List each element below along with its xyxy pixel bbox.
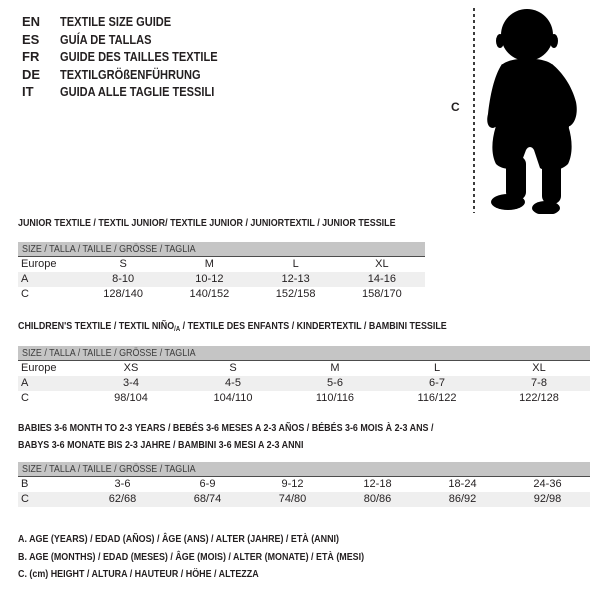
note-text: A. AGE (YEARS) / EDAD (AÑOS) / ÂGE (ANS) / ALTER (JAHRE) / ETÀ (ANNI) <box>18 533 339 545</box>
children-title-text <box>18 320 447 336</box>
cell: M <box>330 362 340 374</box>
language-code: EN <box>22 14 41 29</box>
cell: M <box>204 258 214 270</box>
table-row <box>18 391 590 406</box>
cell: S <box>229 362 237 374</box>
language-row-de <box>22 66 245 84</box>
children-title-sub: /A <box>174 326 181 333</box>
row-label: A <box>21 377 29 389</box>
size-header-bar <box>18 242 425 257</box>
cell: S <box>119 258 127 270</box>
children-size-table <box>18 346 590 406</box>
language-row-fr <box>22 48 245 66</box>
cell: 110/116 <box>315 392 355 404</box>
row-label: C <box>21 493 29 505</box>
cell: 4-5 <box>225 377 241 389</box>
table-row <box>18 272 425 287</box>
language-label: TEXTILGRÖßENFÜHRUNG <box>60 66 201 82</box>
language-code: ES <box>22 31 40 47</box>
row-label: Europe <box>21 258 57 270</box>
note-height-cm <box>18 566 425 584</box>
row-label: A <box>21 273 29 285</box>
cell: 7-8 <box>531 377 547 389</box>
language-label: GUÍA DE TALLAS <box>60 31 152 47</box>
table-row <box>18 257 425 272</box>
cell: 68/74 <box>193 493 222 505</box>
size-header-text: SIZE / TALLA / TAILLE / GRÖSSE / TAGLIA <box>22 347 196 359</box>
size-header-bar <box>18 462 590 477</box>
cell: 8-10 <box>112 273 135 285</box>
junior-section-title <box>18 217 462 229</box>
table-row <box>18 492 590 507</box>
table-row <box>18 287 425 302</box>
cell: 158/170 <box>361 288 402 300</box>
cell: 12-13 <box>281 273 310 285</box>
cell: 6-9 <box>199 478 216 490</box>
note-age-years <box>18 531 425 549</box>
measure-label-c: C <box>451 100 460 114</box>
note-age-months <box>18 549 425 567</box>
children-title-post: / TEXTILE DES ENFANTS / KINDERTEXTIL / BAMBINI TESSILE <box>180 320 447 332</box>
cell: 3-4 <box>123 377 139 389</box>
language-code: DE <box>22 66 41 82</box>
language-code: FR <box>22 49 40 64</box>
cell: 24-36 <box>533 478 562 490</box>
size-header-text: SIZE / TALLA / TAILLE / GRÖSSE / TAGLIA <box>22 243 196 255</box>
row-label: C <box>21 288 29 300</box>
size-header-text: SIZE / TALLA / TAILLE / GRÖSSE / TAGLIA <box>22 463 196 475</box>
row-label: Europe <box>21 362 57 374</box>
language-row-en <box>22 13 245 31</box>
cell: 6-7 <box>429 377 445 389</box>
row-label: B <box>21 478 29 490</box>
cell: L <box>433 362 441 374</box>
cell: 74/80 <box>278 493 307 505</box>
cell: 86/92 <box>448 493 477 505</box>
children-title-pre: CHILDREN'S TEXTILE / TEXTIL NIÑO <box>18 320 175 332</box>
row-label: C <box>21 392 29 404</box>
language-label: GUIDA ALLE TAGLIE TESSILI <box>60 84 215 99</box>
cell: 104/110 <box>213 392 253 404</box>
babies-size-table <box>18 462 590 507</box>
cell: XL <box>532 362 546 374</box>
cell: 14-16 <box>367 273 396 285</box>
table-row <box>18 477 590 492</box>
junior-title-text: JUNIOR TEXTILE / TEXTIL JUNIOR/ TEXTILE JUNIOR / JUNIORTEXTIL / JUNIOR TESSILE <box>18 217 396 229</box>
note-text: C. (cm) HEIGHT / ALTURA / HAUTEUR / HÖHE / ALTEZZA <box>18 568 259 580</box>
cell: 18-24 <box>448 478 477 490</box>
cell: 92/98 <box>533 493 562 505</box>
language-label: TEXTILE SIZE GUIDE <box>60 14 172 29</box>
height-measure-dotted-line <box>473 8 475 213</box>
babies-section-title <box>18 422 507 451</box>
cell: 140/152 <box>189 288 230 300</box>
cell: 122/128 <box>519 392 559 404</box>
size-header-bar <box>18 346 590 361</box>
cell: 80/86 <box>363 493 392 505</box>
table-row <box>18 361 590 376</box>
table-row <box>18 376 590 391</box>
cell: XL <box>375 258 389 270</box>
language-row-it <box>22 83 245 101</box>
cell: 116/122 <box>417 392 457 404</box>
cell: 10-12 <box>195 273 224 285</box>
cell: 62/68 <box>108 493 137 505</box>
cell: 3-6 <box>114 478 131 490</box>
cell: 98/104 <box>114 392 148 404</box>
cell: 9-12 <box>281 478 304 490</box>
babies-title-line1: BABIES 3-6 MONTH TO 2-3 YEARS / BEBÉS 3-6 MESES A 2-3 AÑOS / BÉBÉS 3-6 MOIS À 2-3 ANS / <box>18 422 434 434</box>
language-title-list <box>22 13 245 101</box>
babies-title-line2: BABYS 3-6 MONATE BIS 2-3 JAHRE / BAMBINI 3-6 MESI A 2-3 ANNI <box>18 439 304 451</box>
cell: L <box>292 258 299 270</box>
note-text: B. AGE (MONTHS) / EDAD (MESES) / ÂGE (MOIS) / ALTER (MONATE) / ETÀ (MESI) <box>18 550 365 563</box>
language-row-es <box>22 31 245 49</box>
language-label: GUIDE DES TAILLES TEXTILE <box>60 49 218 64</box>
cell: 12-18 <box>363 478 392 490</box>
language-code: IT <box>22 84 34 99</box>
cell: XS <box>123 362 139 374</box>
toddler-silhouette <box>486 6 586 214</box>
junior-size-table <box>18 242 425 302</box>
cell: 152/158 <box>275 288 316 300</box>
cell: 128/140 <box>103 288 143 300</box>
children-section-title <box>18 320 522 336</box>
legend-notes <box>18 531 425 584</box>
cell: 5-6 <box>327 377 343 389</box>
